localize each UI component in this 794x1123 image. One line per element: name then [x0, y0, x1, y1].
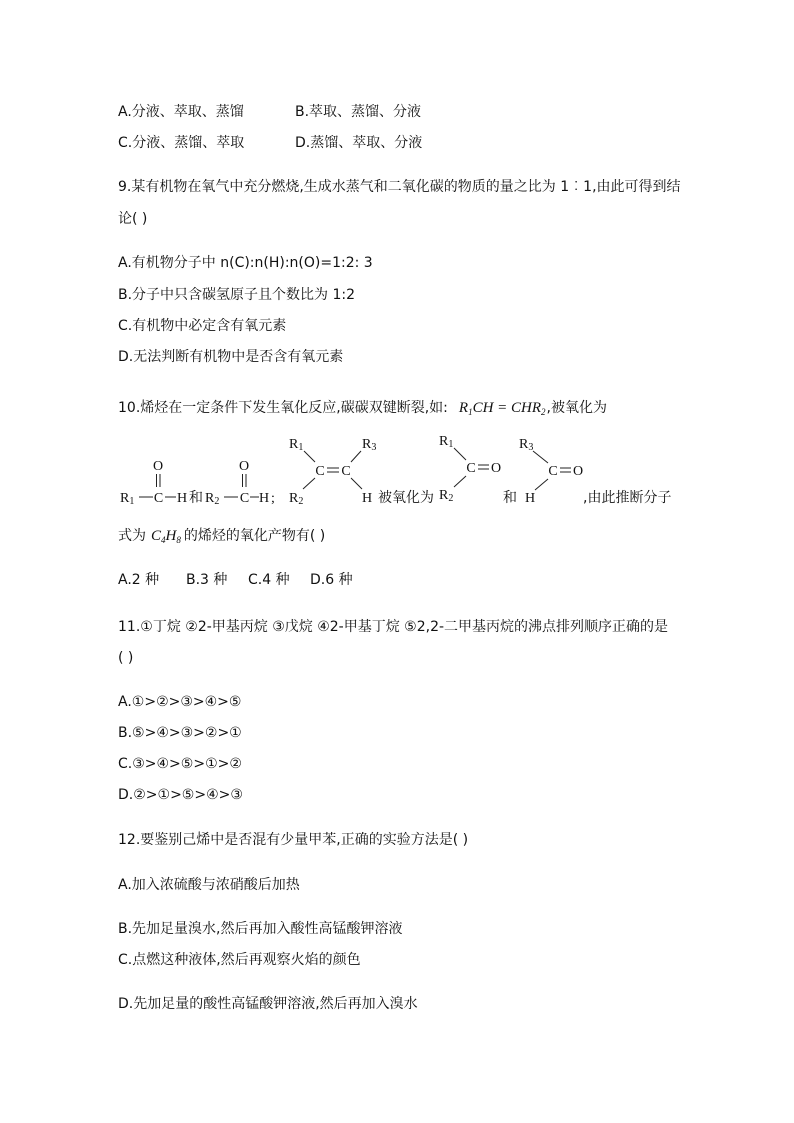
r-label: R — [519, 437, 529, 452]
formula-subscript: 8 — [176, 535, 181, 545]
aldehyde-3-r-group — [519, 437, 533, 453]
r-label: R — [439, 488, 449, 503]
q11-stem-line-2: ( ) — [118, 650, 134, 666]
formula-subscript: 1 — [468, 407, 473, 417]
q10-option-b: B.3 种 — [186, 572, 228, 588]
q10-stem-line-1 — [118, 400, 607, 416]
q10-stem-line-3 — [118, 528, 325, 544]
alkene-right-carbon: C — [341, 464, 351, 479]
q12-option-d: D.先加足量的酸性高锰酸钾溶液,然后再加入溴水 — [118, 996, 418, 1012]
r-subscript: 3 — [528, 442, 534, 453]
r-subscript: 2 — [214, 496, 220, 507]
formula-subscript: 2 — [541, 407, 546, 417]
single-bond-line — [535, 479, 548, 490]
q11-option-b: B.⑤>④>③>②>① — [118, 725, 242, 741]
q8-option-a: A.分液、萃取、蒸馏 — [118, 104, 244, 120]
ketone-oxygen: O — [490, 461, 502, 476]
r-label: R — [439, 434, 449, 449]
q11-stem-line-1: 11.①丁烷 ②2-甲基丙烷 ③戊烷 ④2-甲基丁烷 ⑤2,2-二甲基丙烷的沸点排列顺序正确的是 — [118, 619, 669, 635]
single-bond-line — [533, 451, 548, 463]
r-subscript: 1 — [129, 496, 135, 507]
r-label: R — [289, 491, 299, 506]
q10-stem-line3-start: 式为 — [118, 528, 146, 544]
aldehyde-3-structure — [519, 437, 583, 506]
alkene-r2-group — [289, 491, 303, 507]
single-bond-line — [454, 448, 466, 460]
q9-option-c: C.有机物中必定含有氧元素 — [118, 318, 287, 334]
aldehyde-2-hydrogen: H — [258, 491, 270, 506]
q12-stem: 12.要鉴别己烯中是否混有少量甲苯,正确的实验方法是( ) — [118, 832, 469, 848]
r-label: R — [289, 437, 299, 452]
q8-option-c: C.分液、蒸馏、萃取 — [118, 135, 245, 151]
join-text-1: 和 — [189, 490, 203, 506]
ketone-structure — [439, 434, 501, 504]
q10-option-a: A.2 种 — [118, 572, 160, 588]
q10-structural-formulas — [0, 420, 794, 520]
alkene-hydrogen: H — [361, 491, 373, 506]
q9-option-d: D.无法判断有机物中是否含有氧元素 — [118, 349, 344, 365]
q11-option-a: A.①>②>③>④>⑤ — [118, 694, 242, 710]
aldehyde-3-hydrogen: H — [524, 491, 536, 506]
aldehyde-1-carbon: C — [153, 491, 164, 506]
r-subscript: 2 — [448, 493, 454, 504]
ketone-r1-group — [439, 434, 453, 450]
formula-part: C — [151, 528, 162, 544]
r-label: R — [362, 437, 372, 452]
r-label: R — [120, 491, 130, 506]
aldehyde-2-r-group — [205, 491, 219, 507]
q9-option-a: A.有机物分子中 n(C):n(H):n(O)=1:2: 3 — [118, 255, 373, 271]
q12-option-a: A.加入浓硫酸与浓硝酸后加热 — [118, 877, 300, 893]
q10-option-c: C.4 种 — [248, 572, 290, 588]
formula-subscript: 4 — [161, 535, 166, 545]
aldehyde-1-r-group — [120, 491, 134, 507]
q9-option-b: B.分子中只含碳氢原子且个数比为 1:2 — [118, 287, 356, 303]
single-bond-line — [304, 451, 315, 462]
aldehyde-3-oxygen: O — [572, 464, 584, 479]
ketone-carbon: C — [466, 461, 476, 476]
r-label: R — [205, 491, 215, 506]
aldehyde-1-oxygen: O — [152, 459, 164, 474]
q12-option-c: C.点燃这种液体,然后再观察火焰的颜色 — [118, 952, 361, 968]
q10-molecule-formula — [151, 528, 181, 544]
oxidized-to-text: 被氧化为 — [378, 490, 434, 506]
q12-option-b: B.先加足量溴水,然后再加入酸性高锰酸钾溶液 — [118, 921, 403, 937]
q10-stem-continue: ,由此推断分子 — [583, 490, 672, 506]
single-bond-line — [351, 478, 362, 489]
q11-option-d: D.②>①>⑤>④>③ — [118, 787, 243, 803]
aldehyde-1-structure — [120, 459, 187, 507]
q11-option-c: C.③>④>⑤>①>② — [118, 756, 242, 772]
q10-example-formula — [459, 400, 546, 416]
alkene-r1-group — [289, 437, 303, 453]
single-bond-line — [454, 476, 466, 487]
q8-option-b: B.萃取、蒸馏、分液 — [295, 104, 422, 120]
aldehyde-2-oxygen: O — [238, 459, 250, 474]
aldehyde-2-structure — [205, 459, 269, 507]
aldehyde-3-carbon: C — [548, 464, 558, 479]
formula-part: R — [458, 400, 469, 416]
alkene-r3-group — [362, 437, 376, 453]
alkene-structure — [289, 437, 376, 507]
q9-stem-line-2: 论( ) — [118, 211, 148, 227]
q10-stem-start: 10.烯烃在一定条件下发生氧化反应,碳碳双键断裂,如: — [118, 400, 448, 416]
q10-option-d: D.6 种 — [310, 572, 353, 588]
join-text-2: 和 — [503, 490, 517, 506]
r-subscript: 1 — [298, 442, 304, 453]
ketone-r2-group — [439, 488, 453, 504]
aldehyde-1-hydrogen: H — [176, 491, 188, 506]
single-bond-line — [303, 478, 315, 489]
formula-part: CH = CHR — [472, 400, 542, 416]
q10-stem-end: 的烯烃的氧化产物有( ) — [183, 528, 326, 544]
separator: ; — [271, 491, 275, 506]
r-subscript: 3 — [371, 442, 377, 453]
q9-stem-line-1: 9.某有机物在氧气中充分燃烧,生成水蒸气和二氧化碳的物质的量之比为 1︰1,由此可得到结 — [118, 179, 681, 195]
formula-part: H — [165, 528, 177, 544]
r-subscript: 2 — [298, 496, 304, 507]
aldehyde-2-carbon: C — [239, 491, 250, 506]
r-subscript: 1 — [448, 439, 454, 450]
alkene-left-carbon: C — [315, 464, 325, 479]
q10-stem-mid: ,被氧化为 — [546, 400, 607, 416]
single-bond-line — [351, 451, 361, 462]
q8-option-d: D.蒸馏、萃取、分液 — [295, 135, 423, 151]
